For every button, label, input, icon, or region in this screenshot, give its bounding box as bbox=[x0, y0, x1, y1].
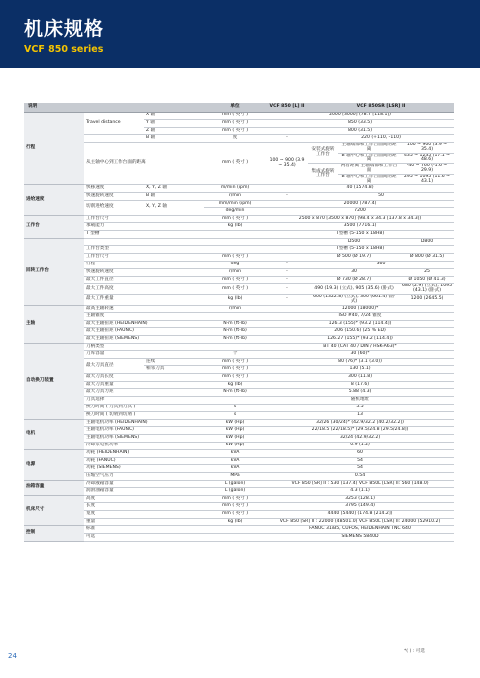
page-number: 24 bbox=[8, 652, 17, 660]
value-cell: - bbox=[266, 276, 308, 284]
table-row bbox=[24, 511, 454, 519]
value-cell: B 轴中心和工作台面间的距离 bbox=[338, 153, 400, 164]
row-label: 换刀时间 ( 切屑到切屑 ) bbox=[84, 412, 204, 420]
unit-cell: mm ( 英寸 ) bbox=[204, 112, 266, 120]
value-cell: 主轴端部和工作台面间的距离 bbox=[338, 142, 400, 153]
unit-cell: s bbox=[204, 412, 266, 420]
unit-cell: N·m (ft-lb) bbox=[204, 328, 266, 336]
row-label: 承载能力 bbox=[84, 223, 204, 231]
group-feed: 进给速度 bbox=[24, 185, 84, 215]
row-label: 最大刀具直径 bbox=[84, 358, 144, 373]
row-label: 工作台尺寸 bbox=[84, 253, 204, 261]
row-label: 切削进给速度 bbox=[84, 200, 144, 215]
table-row bbox=[24, 269, 454, 277]
unit-cell: mm ( 英寸 ) bbox=[204, 366, 266, 374]
value-cell: 4440 [5440] (174.8 [214.2]) bbox=[266, 511, 454, 519]
page-title: 机床规格 bbox=[24, 18, 105, 40]
unit-cell: kW (Hp) bbox=[204, 427, 266, 435]
axis-label: B 轴 bbox=[144, 193, 204, 201]
value-cell: 850 (33.5) bbox=[266, 120, 454, 128]
table-row bbox=[24, 412, 454, 420]
value-cell: FANUC 31iB5, CUFOS, HEIDENHAIN TNC 640 bbox=[266, 526, 454, 534]
row-label: 最大主轴扭矩 (HEIDENHAIN) bbox=[84, 320, 204, 328]
table-row bbox=[24, 427, 454, 435]
unit-cell: mm ( 英寸 ) bbox=[204, 142, 266, 185]
unit-cell: mm ( 英寸 ) bbox=[204, 511, 266, 519]
value-cell: Ø 500 (Ø 19.7) bbox=[308, 253, 400, 261]
unit-cell: mm ( 英寸 ) bbox=[204, 120, 266, 128]
value-cell: - bbox=[266, 284, 308, 295]
unit-cell: mm ( 英寸 ) bbox=[204, 503, 266, 511]
value-cell: 206 (150.6) (25 % ED) bbox=[266, 328, 454, 336]
table-row bbox=[24, 142, 454, 153]
row-label: 冷却泵电机功率 bbox=[84, 442, 204, 450]
unit-cell: mm ( 英寸 ) bbox=[204, 284, 266, 295]
unit-cell: deg bbox=[204, 261, 266, 269]
table-row bbox=[24, 526, 454, 534]
value-cell: 126.27 (155)* (93.2 [114.4]) bbox=[266, 336, 454, 344]
axis-label: 连续 bbox=[144, 358, 204, 366]
row-label: 功耗 (HEIDENHAIN) bbox=[84, 450, 204, 458]
value-cell: 3253 (128.1) bbox=[266, 495, 454, 503]
row-label: Travel distance bbox=[84, 112, 144, 135]
row-label: 工作台尺寸 bbox=[84, 215, 204, 223]
axis-label: Y 轴 bbox=[144, 120, 204, 128]
unit-cell: N·m (ft-lb) bbox=[204, 336, 266, 344]
table-row bbox=[24, 404, 454, 412]
header-model-l: VCF 850 [L] II bbox=[266, 103, 308, 112]
table-row bbox=[24, 336, 454, 344]
row-label: 快速旋转速度 bbox=[84, 269, 204, 277]
value-cell: 80 (76)* (3.1 (3.0)) bbox=[266, 358, 454, 366]
row-label: 最大主轴扭矩 (FAUNC) bbox=[84, 328, 204, 336]
value-cell: 32/26 (30/24)* (42.9/32.2 [40.2/32.2]) bbox=[266, 419, 454, 427]
series-subtitle: VCF 850 series bbox=[24, 44, 104, 55]
row-label: 集成式旋转工作台 bbox=[308, 164, 338, 185]
table-row bbox=[24, 358, 454, 366]
value-cell: 130 (5.1) bbox=[266, 366, 454, 374]
table-row bbox=[24, 231, 454, 239]
table-row bbox=[24, 503, 454, 511]
unit-cell: N·m (ft-lb) bbox=[204, 389, 266, 397]
row-label: 重量 bbox=[84, 518, 204, 526]
table-row bbox=[24, 261, 454, 269]
row-label: 最大刀具重量 bbox=[84, 381, 204, 389]
row-label: 刀库容量 bbox=[84, 351, 204, 359]
table-row bbox=[24, 328, 454, 336]
value-cell: -40 ~ 760 (-1.6 ~ 29.9) bbox=[400, 164, 454, 175]
value-cell: 100 ~ 900 (3.9 ~ 35.4) bbox=[266, 142, 308, 185]
unit-cell: mm ( 英寸 ) bbox=[204, 276, 266, 284]
value-cell: SIEMENS 5840D bbox=[266, 533, 454, 541]
row-label: 压缩空气压力 bbox=[84, 473, 204, 481]
value-cell: 22/18.5 (22/18.5)* (29.5/24.8 [29.5/24.8]) bbox=[266, 427, 454, 435]
row-label: 换刀时间 ( 刀具到刀具 ) bbox=[84, 404, 204, 412]
row-label: 最大主轴扭矩 (SIEMENS) bbox=[84, 336, 204, 344]
row-label: 最大工件高度 bbox=[84, 284, 204, 295]
value-cell: 30 (60)* bbox=[266, 351, 454, 359]
row-label: 最大刀具力矩 bbox=[84, 389, 204, 397]
value-cell: BT 40 (CAT 40 / DIN / HSK-A63)* bbox=[266, 343, 454, 351]
table-row bbox=[24, 374, 454, 382]
unit-cell: mm ( 英寸 ) bbox=[204, 495, 266, 503]
table-row bbox=[24, 419, 454, 427]
row-label: 最大刀具长度 bbox=[84, 374, 204, 382]
value-cell: Ø 730 (Ø 28.7) bbox=[308, 276, 400, 284]
group-control: 控制 bbox=[24, 526, 84, 541]
unit-cell: 个 bbox=[204, 351, 266, 359]
table-row bbox=[24, 518, 454, 526]
value-cell: B 轴中心和工作台面间的距离 bbox=[338, 174, 400, 185]
row-label: 刀柄类型 bbox=[84, 343, 204, 351]
value-cell: 3795 (149.4) bbox=[266, 503, 454, 511]
table-row bbox=[24, 495, 454, 503]
table-row bbox=[24, 351, 454, 359]
row-label: 从主轴中心到工作台面的距离 bbox=[84, 142, 204, 185]
unit-cell: deg/min bbox=[204, 208, 266, 216]
row-label: 安装式旋转工作台 bbox=[308, 142, 338, 163]
value-cell: 40 (1574.8) bbox=[266, 185, 454, 193]
unit-cell: kVA bbox=[204, 450, 266, 458]
table-row bbox=[24, 253, 454, 261]
spec-table bbox=[24, 103, 454, 542]
unit-cell: kW (Hp) bbox=[204, 419, 266, 427]
table-row bbox=[24, 381, 454, 389]
table-row bbox=[24, 305, 454, 313]
page-header bbox=[0, 0, 480, 68]
value-cell: 490 (19.3) (立式), 905 (35.6) (卧式) bbox=[308, 284, 400, 295]
axis-label: X, Y, Z 轴 bbox=[144, 200, 204, 215]
value-cell: 680 (2.9) (立式), 1095 (43.1) (卧式) bbox=[400, 284, 454, 295]
table-row bbox=[24, 135, 454, 143]
value-cell: - bbox=[266, 135, 308, 143]
value-cell: VCF 850 [SR] II : 530 (137.4) VCF 850L [LSR] II: 560 (148.0) bbox=[266, 480, 454, 488]
row-label: 最大工件重量 bbox=[84, 294, 204, 305]
table-row bbox=[24, 480, 454, 488]
value-cell: 360 bbox=[308, 261, 454, 269]
value-cell: 7200 bbox=[266, 208, 454, 216]
unit-cell: r/min bbox=[204, 269, 266, 277]
group-fluid: 油箱容量 bbox=[24, 480, 84, 495]
table-row bbox=[24, 442, 454, 450]
column-label: D800 bbox=[400, 238, 454, 246]
value-cell: 60 bbox=[266, 450, 454, 458]
row-label: 最高主轴转速 bbox=[84, 305, 204, 313]
value-cell: 20000 (787.4) bbox=[266, 200, 454, 208]
value-cell: 8 (17.6) bbox=[266, 381, 454, 389]
row-label: 高度 bbox=[84, 495, 204, 503]
unit-cell: N·m (ft-lb) bbox=[204, 320, 266, 328]
value-cell: 50 bbox=[308, 193, 454, 201]
value-cell: 220 (+110, -110) bbox=[308, 135, 454, 143]
value-cell: 13 bbox=[266, 412, 454, 420]
value-cell: - bbox=[266, 294, 308, 305]
table-row bbox=[24, 473, 454, 481]
row-label: 宽度 bbox=[84, 511, 204, 519]
group-power: 电源 bbox=[24, 450, 84, 480]
value-cell: 0.9 (1.2) bbox=[266, 442, 454, 450]
value-cell: Ø 1050 (Ø 41.3) bbox=[400, 276, 454, 284]
value-cell: T型槽 (5-150 x 18H8) bbox=[266, 246, 454, 254]
unit-cell: kVA bbox=[204, 457, 266, 465]
unit-cell: s bbox=[204, 404, 266, 412]
axis-label: 相邻刀具 bbox=[144, 366, 204, 374]
value-cell: 126.3 (155)* (93.2 [114.4]) bbox=[266, 320, 454, 328]
row-label: 功耗 (FANUC) bbox=[84, 457, 204, 465]
unit-cell: mm ( 英寸 ) bbox=[204, 358, 266, 366]
group-travel: 行程 bbox=[24, 112, 84, 185]
footnote: *( ) : 可选 bbox=[404, 649, 425, 654]
group-dims: 机床尺寸 bbox=[24, 495, 84, 525]
table-row bbox=[24, 465, 454, 473]
value-cell: 2500 x 870 [3500 x 870] (98.4 x 34.3 [137.8 x 34.3]) bbox=[266, 215, 454, 223]
table-row bbox=[24, 246, 454, 254]
value-cell: 两者距离 主轴端部和工作台面 bbox=[338, 164, 400, 175]
header-unit: 单位 bbox=[204, 103, 266, 112]
unit-cell: kW (Hp) bbox=[204, 434, 266, 442]
value-cell: 1200 (2645.5) bbox=[400, 294, 454, 305]
table-row bbox=[24, 112, 454, 120]
row-label: 主轴电机功率 (SIEMENS) bbox=[84, 434, 204, 442]
group-table: 工作台 bbox=[24, 215, 84, 238]
table-row bbox=[24, 313, 454, 321]
table-row bbox=[24, 488, 454, 496]
value-cell: 295 ~ 1095 (11.6 ~ 43.1) bbox=[400, 174, 454, 185]
value-cell: 12000 (18000)* bbox=[266, 305, 454, 313]
value-cell: 25 bbox=[400, 269, 454, 277]
axis-label: B 轴 bbox=[144, 135, 204, 143]
table-row bbox=[24, 343, 454, 351]
value-cell: 5.5 bbox=[266, 404, 454, 412]
table-row bbox=[24, 185, 454, 193]
value-cell: 300 (11.8) bbox=[266, 374, 454, 382]
table-row bbox=[24, 200, 454, 208]
value-cell: 32/24 (42.9/32.2) bbox=[266, 434, 454, 442]
unit-cell: kVA bbox=[204, 465, 266, 473]
unit-cell: L (galon) bbox=[204, 488, 266, 496]
group-motor: 电机 bbox=[24, 419, 84, 449]
unit-cell: mm ( 英寸 ) bbox=[204, 374, 266, 382]
row-label: 快速旋转速度 bbox=[84, 193, 144, 201]
table-row bbox=[24, 238, 454, 246]
unit-cell: kg (lb) bbox=[204, 381, 266, 389]
row-label: 主轴锥度 bbox=[84, 313, 204, 321]
table-header-row bbox=[24, 103, 454, 112]
axis-label: Z 轴 bbox=[144, 127, 204, 135]
unit-cell: mm/min (ipm) bbox=[204, 200, 266, 208]
table-row bbox=[24, 193, 454, 201]
value-cell: 600 (1322.8) (立式), 300 (661.4) (卧式) bbox=[308, 294, 400, 305]
value-cell: Ø 800 (Ø 31.5) bbox=[400, 253, 454, 261]
table-row bbox=[24, 276, 454, 284]
value-cell: 30 bbox=[308, 269, 400, 277]
table-row bbox=[24, 434, 454, 442]
header-model-sr: VCF 850SR [LSR] II bbox=[308, 103, 454, 112]
unit-cell: mm ( 英寸 ) bbox=[204, 215, 266, 223]
unit-cell: MPa bbox=[204, 473, 266, 481]
value-cell: T型槽 (5-150 x 18H8) bbox=[266, 231, 454, 239]
table-row bbox=[24, 450, 454, 458]
unit-cell: m/min (ipm) bbox=[204, 185, 266, 193]
row-label: 标准 bbox=[84, 526, 204, 534]
value-cell: 4.3 (1.1) bbox=[266, 488, 454, 496]
value-cell: 435 ~ 1235 (17.1 ~ 48.6) bbox=[400, 153, 454, 164]
row-label: 冷却液箱容量 bbox=[84, 480, 204, 488]
row-label: 最大工件直径 bbox=[84, 276, 204, 284]
value-cell: 5.88 (4.3) bbox=[266, 389, 454, 397]
unit-cell: kg (lb) bbox=[204, 518, 266, 526]
unit-cell: r/min bbox=[204, 305, 266, 313]
value-cell: 800 (31.5) bbox=[266, 127, 454, 135]
table-row bbox=[24, 457, 454, 465]
value-cell: ISO #40, 7/24 锥度 bbox=[266, 313, 454, 321]
axis-label: X, Y, Z 轴 bbox=[144, 185, 204, 193]
unit-cell: kg (lb) bbox=[204, 223, 266, 231]
column-label: D500 bbox=[308, 238, 400, 246]
row-label: T 型槽 bbox=[84, 231, 204, 239]
row-label: 行程 bbox=[84, 261, 204, 269]
table-row bbox=[24, 215, 454, 223]
value-cell: VCF 850 [SR] II : 22000 (48501.0) VCF 850L [LSR] II: 24000 (52910.2) bbox=[266, 518, 454, 526]
value-cell: 随机地址 bbox=[266, 396, 454, 404]
row-label: 长度 bbox=[84, 503, 204, 511]
table-row bbox=[24, 223, 454, 231]
value-cell: 54 bbox=[266, 465, 454, 473]
unit-cell: 度 bbox=[204, 135, 266, 143]
unit-cell: kW (Hp) bbox=[204, 442, 266, 450]
header-description: 说明 bbox=[24, 103, 204, 112]
row-label: 可选 bbox=[84, 533, 204, 541]
row-label: 主轴电机功率 (HEIDENHAIN) bbox=[84, 419, 204, 427]
group-rotary: 回转工作台 bbox=[24, 238, 84, 305]
row-label: 主轴电机功率 (FAUNC) bbox=[84, 427, 204, 435]
value-cell: 3500 (7716.1) bbox=[266, 223, 454, 231]
unit-cell: L (galon) bbox=[204, 480, 266, 488]
row-label: 工作台类型 bbox=[84, 246, 204, 254]
row-label: 功耗 (SIEMENS) bbox=[84, 465, 204, 473]
row-label: 刀具选择 bbox=[84, 396, 204, 404]
axis-label: X 轴 bbox=[144, 112, 204, 120]
unit-cell: mm ( 英寸 ) bbox=[204, 253, 266, 261]
table-row bbox=[24, 533, 454, 541]
unit-cell: mm ( 英寸 ) bbox=[204, 127, 266, 135]
group-atc: 自动换刀装置 bbox=[24, 343, 84, 419]
value-cell: 100 ~ 900 (3.9 ~ 35.4) bbox=[400, 142, 454, 153]
table-row bbox=[24, 396, 454, 404]
value-cell: 54 bbox=[266, 457, 454, 465]
value-cell: 0.54 bbox=[266, 473, 454, 481]
table-row bbox=[24, 320, 454, 328]
group-spindle: 主轴 bbox=[24, 305, 84, 343]
unit-cell: kg (lb) bbox=[204, 294, 266, 305]
value-cell: 2000 [3000] (78.7 [118.1]) bbox=[266, 112, 454, 120]
row-label: 快移速度 bbox=[84, 185, 144, 193]
value-cell: - bbox=[266, 269, 308, 277]
table-row bbox=[24, 389, 454, 397]
unit-cell: r/min bbox=[204, 193, 266, 201]
row-label: 润滑油箱容量 bbox=[84, 488, 204, 496]
value-cell: - bbox=[266, 261, 308, 269]
value-cell: - bbox=[266, 193, 308, 201]
